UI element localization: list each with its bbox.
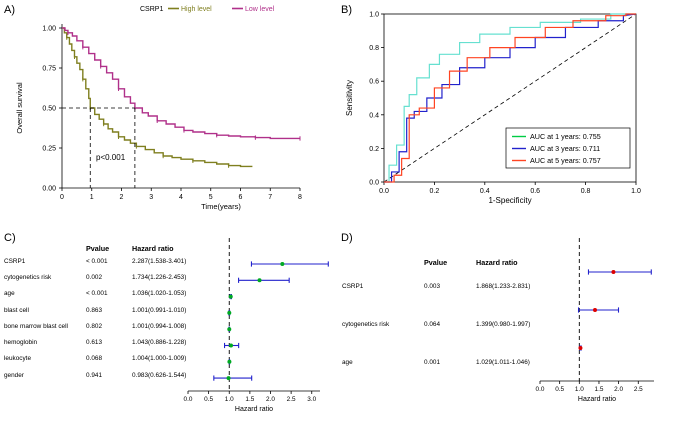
km-legend-label-0: High level — [181, 6, 212, 13]
forest-row-pvalue: < 0.001 — [86, 290, 108, 298]
svg-text:0.0: 0.0 — [379, 188, 389, 195]
svg-text:2.5: 2.5 — [633, 386, 643, 393]
forest-univariate-panel — [0, 230, 336, 427]
svg-text:7: 7 — [268, 194, 273, 201]
svg-text:2.0: 2.0 — [266, 396, 275, 403]
forest-row-pvalue: 0.068 — [86, 355, 102, 363]
forest-row-pvalue: 0.613 — [86, 339, 102, 347]
roc-legend-label-0: AUC at 1 years: 0.755 — [530, 132, 601, 141]
forest-row-pvalue: 0.941 — [86, 371, 102, 379]
table-row — [342, 305, 530, 343]
svg-text:0.4: 0.4 — [369, 112, 379, 120]
forest-x-axis-label: Hazard ratio — [577, 396, 617, 403]
svg-text:8: 8 — [298, 194, 302, 201]
svg-text:2.5: 2.5 — [286, 396, 296, 403]
forest-row-label: CSRP1 — [342, 282, 364, 290]
km-y-axis-label: Overall survival — [15, 82, 24, 134]
svg-text:0.0: 0.0 — [535, 386, 545, 393]
forest-point-estimate — [227, 360, 231, 364]
forest-row-pvalue: 0.064 — [424, 320, 440, 328]
kaplan-meier-chart — [0, 0, 330, 225]
forest-point-estimate — [229, 344, 233, 348]
svg-text:1.0: 1.0 — [574, 386, 584, 393]
forest-row-hr: 0.983(0.626-1.544) — [132, 371, 187, 379]
forest-row-hr: 1.399(0.980-1.997) — [476, 320, 531, 328]
forest-row-pvalue: 0.001 — [424, 358, 440, 366]
forest-multivariate-table — [342, 258, 530, 381]
forest-row-pvalue: 0.003 — [424, 282, 440, 290]
svg-text:0.75: 0.75 — [42, 65, 56, 73]
svg-text:0.6: 0.6 — [369, 78, 379, 86]
forest-point-estimate — [280, 262, 284, 266]
km-curve-1 — [62, 28, 300, 138]
forest-header-row — [4, 244, 186, 253]
roc-chart — [336, 0, 676, 225]
panel-label-a: A) — [4, 4, 15, 16]
forest-point-estimate — [227, 311, 231, 315]
svg-text:0.8: 0.8 — [369, 45, 379, 53]
forest-point-estimate — [227, 327, 231, 331]
table-row — [4, 318, 186, 334]
forest-col-hr: Hazard ratio — [132, 244, 174, 253]
panel-label-d: D) — [341, 232, 353, 244]
forest-row-label: leukocyte — [4, 355, 31, 363]
forest-univariate-plot — [180, 236, 330, 426]
table-row — [4, 351, 186, 367]
forest-row-label: gender — [4, 371, 24, 379]
forest-row-label: cytogenetics risk — [342, 320, 390, 328]
forest-point-estimate — [229, 295, 233, 299]
forest-row-hr: 1.868(1.233-2.831) — [476, 282, 531, 290]
forest-row-hr: 1.043(0.886-1.228) — [132, 339, 187, 347]
forest-row-hr: 1.036(1.020-1.053) — [132, 290, 187, 298]
svg-text:0.50: 0.50 — [42, 105, 56, 113]
km-x-axis-label: Time(years) — [201, 202, 241, 211]
km-legend-title: CSRP1 — [140, 6, 164, 13]
svg-text:0.5: 0.5 — [204, 396, 214, 403]
forest-col-hr: Hazard ratio — [476, 258, 518, 267]
svg-text:0.2: 0.2 — [429, 188, 440, 195]
svg-text:5: 5 — [208, 194, 213, 201]
table-row — [4, 302, 186, 318]
svg-text:0.5: 0.5 — [555, 386, 565, 393]
forest-col-pvalue: Pvalue — [424, 258, 448, 267]
table-row — [4, 269, 186, 285]
forest-point-estimate — [258, 278, 262, 282]
table-row — [342, 343, 530, 381]
roc-legend-label-2: AUC at 5 years: 0.757 — [530, 156, 601, 165]
svg-text:3.0: 3.0 — [307, 396, 317, 403]
forest-row-label: bone marrow blast cell — [4, 322, 68, 330]
table-row — [4, 334, 186, 350]
svg-text:0.0: 0.0 — [183, 396, 193, 403]
forest-header-row — [342, 258, 530, 267]
svg-text:0.2: 0.2 — [369, 145, 379, 153]
forest-row-label: hemoglobin — [4, 339, 38, 347]
svg-text:1: 1 — [89, 194, 94, 201]
panel-label-c: C) — [4, 232, 16, 244]
svg-text:2: 2 — [119, 194, 124, 201]
forest-row-pvalue: 0.863 — [86, 306, 102, 314]
forest-point-estimate — [593, 308, 597, 312]
forest-row-pvalue: < 0.001 — [86, 257, 108, 265]
forest-row-hr: 1.001(0.991-1.010) — [132, 306, 187, 314]
svg-text:4: 4 — [179, 194, 183, 201]
roc-legend-label-1: AUC at 3 years: 0.711 — [530, 144, 601, 153]
forest-col-pvalue: Pvalue — [86, 244, 110, 253]
svg-text:3: 3 — [149, 194, 154, 201]
forest-row-label: age — [342, 358, 353, 366]
forest-point-estimate — [227, 376, 231, 380]
svg-text:1.5: 1.5 — [245, 396, 255, 403]
forest-point-estimate — [578, 346, 582, 350]
svg-text:1.0: 1.0 — [224, 396, 234, 403]
table-row — [4, 286, 186, 302]
svg-text:1.5: 1.5 — [594, 386, 604, 393]
svg-text:0.8: 0.8 — [580, 188, 591, 195]
forest-row-hr: 1.004(1.000-1.009) — [132, 355, 187, 363]
forest-col-label — [4, 244, 86, 253]
km-pvalue-annotation: p<0.001 — [96, 153, 126, 162]
svg-text:0.25: 0.25 — [42, 145, 56, 153]
roc-svg — [336, 0, 676, 225]
svg-text:2.0: 2.0 — [614, 386, 624, 393]
forest-row-hr: 2.287(1.538-3.401) — [132, 257, 187, 265]
svg-text:6: 6 — [238, 194, 243, 201]
forest-row-pvalue: 0.802 — [86, 322, 102, 330]
svg-text:1.0: 1.0 — [369, 11, 379, 19]
kaplan-meier-svg — [0, 0, 330, 225]
forest-col-label — [342, 258, 424, 267]
forest-row-label: age — [4, 290, 15, 298]
table-row — [342, 267, 530, 305]
svg-text:0.00: 0.00 — [42, 185, 56, 193]
forest-row-label: CSRP1 — [4, 257, 26, 265]
svg-text:1.00: 1.00 — [42, 25, 56, 33]
forest-point-estimate — [611, 270, 615, 274]
svg-text:0.4: 0.4 — [479, 188, 490, 195]
roc-y-axis-label: Sensitivity — [345, 79, 354, 117]
forest-row-label: cytogenetics risk — [4, 273, 52, 281]
roc-x-axis-label: 1-Specificity — [488, 196, 532, 205]
forest-row-label: blast cell — [4, 306, 29, 314]
km-legend-label-1: Low level — [245, 6, 275, 13]
forest-row-hr: 1.001(0.994-1.008) — [132, 322, 187, 330]
forest-row-pvalue: 0.002 — [86, 273, 102, 281]
table-row — [4, 253, 186, 269]
forest-multivariate-plot — [532, 236, 662, 421]
svg-text:1.0: 1.0 — [631, 188, 641, 195]
table-row — [4, 367, 186, 383]
svg-text:0: 0 — [60, 194, 64, 201]
forest-row-hr: 1.734(1.226-2.453) — [132, 273, 187, 281]
forest-row-hr: 1.029(1.011-1.046) — [476, 358, 530, 366]
forest-multivariate-panel — [336, 230, 676, 427]
forest-univariate-table — [4, 244, 186, 383]
svg-text:0.6: 0.6 — [530, 188, 541, 195]
panel-label-b: B) — [341, 4, 352, 16]
forest-x-axis-label: Hazard ratio — [234, 406, 274, 413]
svg-text:0.0: 0.0 — [369, 179, 379, 187]
